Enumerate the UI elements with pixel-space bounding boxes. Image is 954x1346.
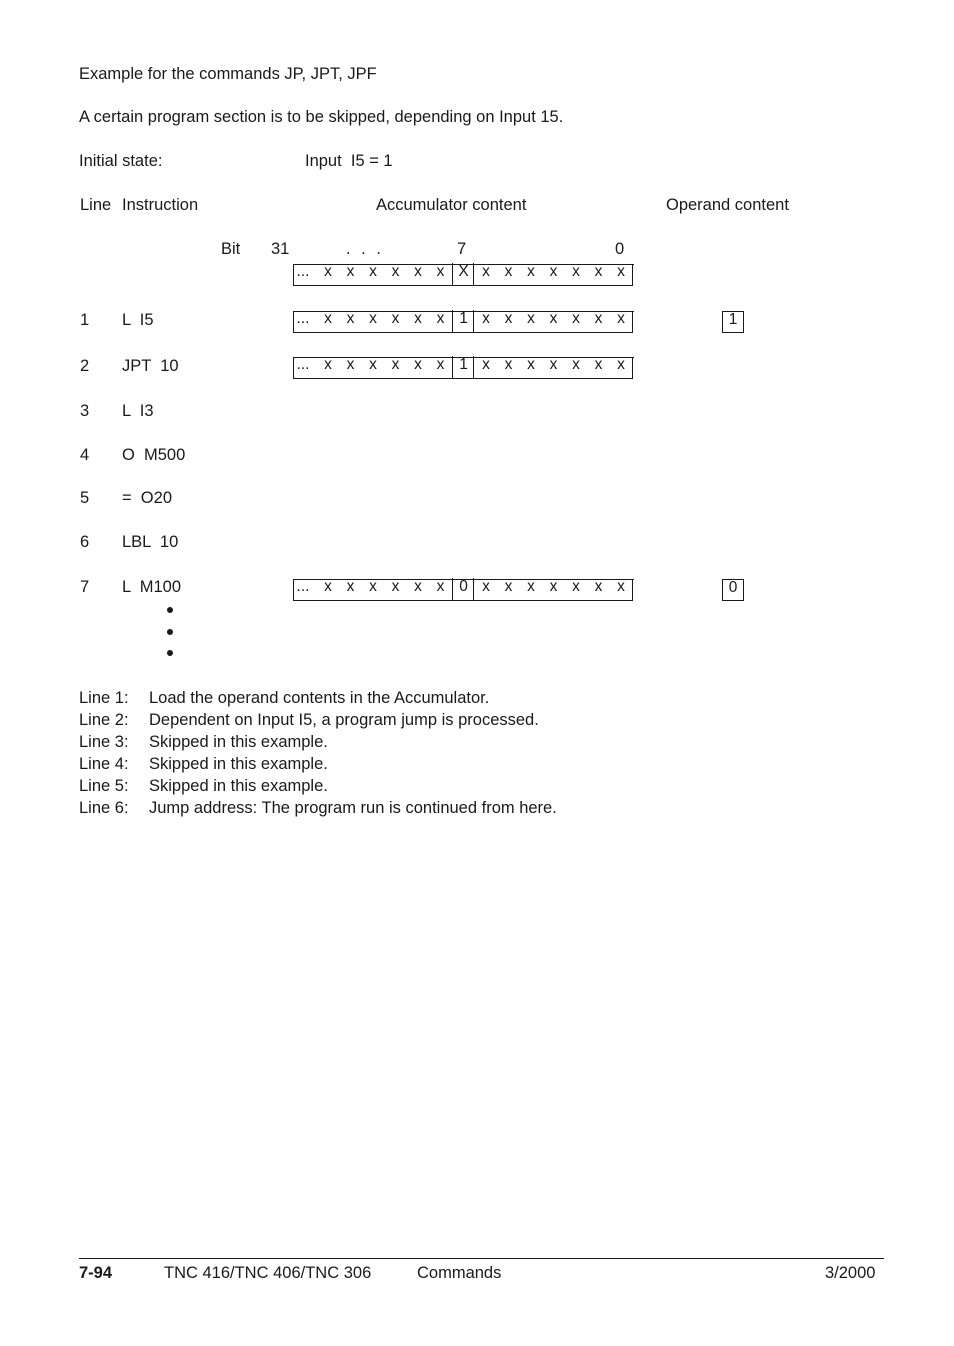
- lower-bit-cell: x: [482, 578, 490, 595]
- lower-bit-cell: x: [549, 263, 558, 280]
- note-text: Skipped in this example.: [149, 777, 328, 795]
- upper-bit-cell: x: [346, 578, 355, 595]
- example-description: A certain program section is to be skipped, depending on Input 15.: [79, 108, 564, 126]
- bit-7-value: 1: [459, 356, 468, 373]
- bit-divider: [473, 310, 474, 332]
- note-text: Jump address: The program run is continued from here.: [149, 799, 557, 817]
- upper-bit-cell: x: [436, 263, 445, 280]
- note-label: Line 2:: [79, 711, 129, 729]
- lower-bit-cell: x: [594, 356, 603, 373]
- bit-7-value: 0: [459, 578, 468, 595]
- bit-divider: [473, 356, 474, 378]
- upper-bit-cell: x: [414, 578, 422, 595]
- lower-bit-cell: x: [594, 578, 603, 595]
- lower-bit-cell: x: [482, 356, 490, 373]
- upper-bit-cell: x: [324, 310, 332, 327]
- lower-bit-cell: x: [594, 263, 603, 280]
- program-line-number: 2: [80, 357, 90, 375]
- footer-rule: [79, 1258, 884, 1259]
- bit-7-value: 1: [459, 310, 468, 327]
- bit-label: Bit: [221, 240, 241, 258]
- upper-bit-cell: x: [436, 310, 445, 327]
- header-operand: Operand content: [666, 196, 789, 214]
- upper-bit-cell: x: [346, 356, 355, 373]
- note-label: Line 4:: [79, 755, 129, 773]
- continuation-dot: [167, 629, 173, 635]
- upper-bit-cell: x: [324, 263, 332, 280]
- lower-bit-cell: x: [482, 310, 490, 327]
- header-instruction: Instruction: [122, 196, 199, 214]
- note-text: Skipped in this example.: [149, 755, 328, 773]
- header-line: Line: [80, 196, 112, 214]
- upper-bit-cell: x: [414, 356, 422, 373]
- accumulator-prefix: ...: [296, 310, 310, 327]
- lower-bit-cell: x: [504, 578, 513, 595]
- example-title: Example for the commands JP, JPT, JPF: [79, 65, 377, 83]
- upper-bit-cell: x: [369, 356, 377, 373]
- lower-bit-cell: x: [549, 578, 558, 595]
- lower-bit-cell: x: [572, 356, 580, 373]
- lower-bit-cell: x: [617, 310, 625, 327]
- upper-bit-cell: x: [369, 578, 377, 595]
- lower-bit-cell: x: [572, 578, 580, 595]
- lower-bit-cell: x: [594, 310, 603, 327]
- upper-bit-cell: x: [436, 578, 445, 595]
- bit-divider: [452, 578, 453, 600]
- lower-bit-cell: x: [504, 263, 513, 280]
- lower-bit-cell: x: [617, 356, 625, 373]
- note-text: Dependent on Input I5, a program jump is processed.: [149, 711, 539, 729]
- program-instruction: O M500: [122, 446, 186, 464]
- bit-0: 0: [615, 240, 625, 258]
- accumulator-prefix: ...: [296, 578, 310, 595]
- continuation-dot: [167, 607, 173, 613]
- lower-bit-cell: x: [572, 310, 580, 327]
- program-instruction: L I5: [122, 311, 154, 329]
- bit-31: 31: [271, 240, 290, 258]
- upper-bit-cell: x: [391, 578, 400, 595]
- operand-box: 0: [722, 579, 744, 601]
- bit-divider: [452, 356, 453, 378]
- accumulator-register: [293, 311, 633, 333]
- bit-7: 7: [457, 240, 467, 258]
- lower-bit-cell: x: [527, 356, 535, 373]
- program-instruction: = O20: [122, 489, 172, 507]
- note-text: Skipped in this example.: [149, 733, 328, 751]
- footer-product: TNC 416/TNC 406/TNC 306: [164, 1264, 372, 1282]
- lower-bit-cell: x: [504, 310, 513, 327]
- accumulator-register: [293, 357, 633, 379]
- bit-divider: [473, 263, 474, 285]
- note-label: Line 1:: [79, 689, 129, 707]
- header-accumulator: Accumulator content: [376, 196, 527, 214]
- lower-bit-cell: x: [549, 310, 558, 327]
- lower-bit-cell: x: [572, 263, 580, 280]
- program-instruction: L I3: [122, 402, 154, 420]
- lower-bit-cell: x: [527, 310, 535, 327]
- initial-state-label: Initial state:: [79, 152, 163, 170]
- initial-state-value: Input I5 = 1: [305, 152, 393, 170]
- footer-section: Commands: [417, 1264, 502, 1282]
- footer-date: 3/2000: [825, 1264, 876, 1282]
- note-label: Line 3:: [79, 733, 129, 751]
- bit-divider: [452, 263, 453, 285]
- program-instruction: JPT 10: [122, 357, 179, 375]
- accumulator-register: [293, 264, 633, 286]
- bit-ellipsis: . . .: [346, 240, 384, 258]
- upper-bit-cell: x: [391, 310, 400, 327]
- bit-divider: [473, 578, 474, 600]
- lower-bit-cell: x: [482, 263, 490, 280]
- lower-bit-cell: x: [504, 356, 513, 373]
- upper-bit-cell: x: [436, 356, 445, 373]
- upper-bit-cell: x: [369, 263, 377, 280]
- accumulator-register: [293, 579, 633, 601]
- program-line-number: 6: [80, 533, 90, 551]
- accumulator-prefix: ...: [296, 356, 310, 373]
- page-number: 7-94: [79, 1264, 113, 1282]
- lower-bit-cell: x: [617, 578, 625, 595]
- program-line-number: 7: [80, 578, 90, 596]
- upper-bit-cell: x: [346, 263, 355, 280]
- note-label: Line 5:: [79, 777, 129, 795]
- accumulator-prefix: ...: [296, 263, 310, 280]
- upper-bit-cell: x: [391, 263, 400, 280]
- upper-bit-cell: x: [369, 310, 377, 327]
- upper-bit-cell: x: [346, 310, 355, 327]
- upper-bit-cell: x: [414, 263, 422, 280]
- upper-bit-cell: x: [414, 310, 422, 327]
- lower-bit-cell: x: [527, 263, 535, 280]
- upper-bit-cell: x: [391, 356, 400, 373]
- program-line-number: 1: [80, 311, 90, 329]
- operand-box: 1: [722, 311, 744, 333]
- bit-divider: [452, 310, 453, 332]
- upper-bit-cell: x: [324, 578, 332, 595]
- note-text: Load the operand contents in the Accumulator.: [149, 689, 490, 707]
- lower-bit-cell: x: [527, 578, 535, 595]
- program-instruction: L M100: [122, 578, 182, 596]
- note-label: Line 6:: [79, 799, 129, 817]
- program-line-number: 3: [80, 402, 90, 420]
- program-line-number: 4: [80, 446, 90, 464]
- program-instruction: LBL 10: [122, 533, 179, 551]
- upper-bit-cell: x: [324, 356, 332, 373]
- lower-bit-cell: x: [549, 356, 558, 373]
- lower-bit-cell: x: [617, 263, 625, 280]
- bit-7-value: X: [458, 263, 469, 280]
- program-line-number: 5: [80, 489, 90, 507]
- continuation-dot: [167, 650, 173, 656]
